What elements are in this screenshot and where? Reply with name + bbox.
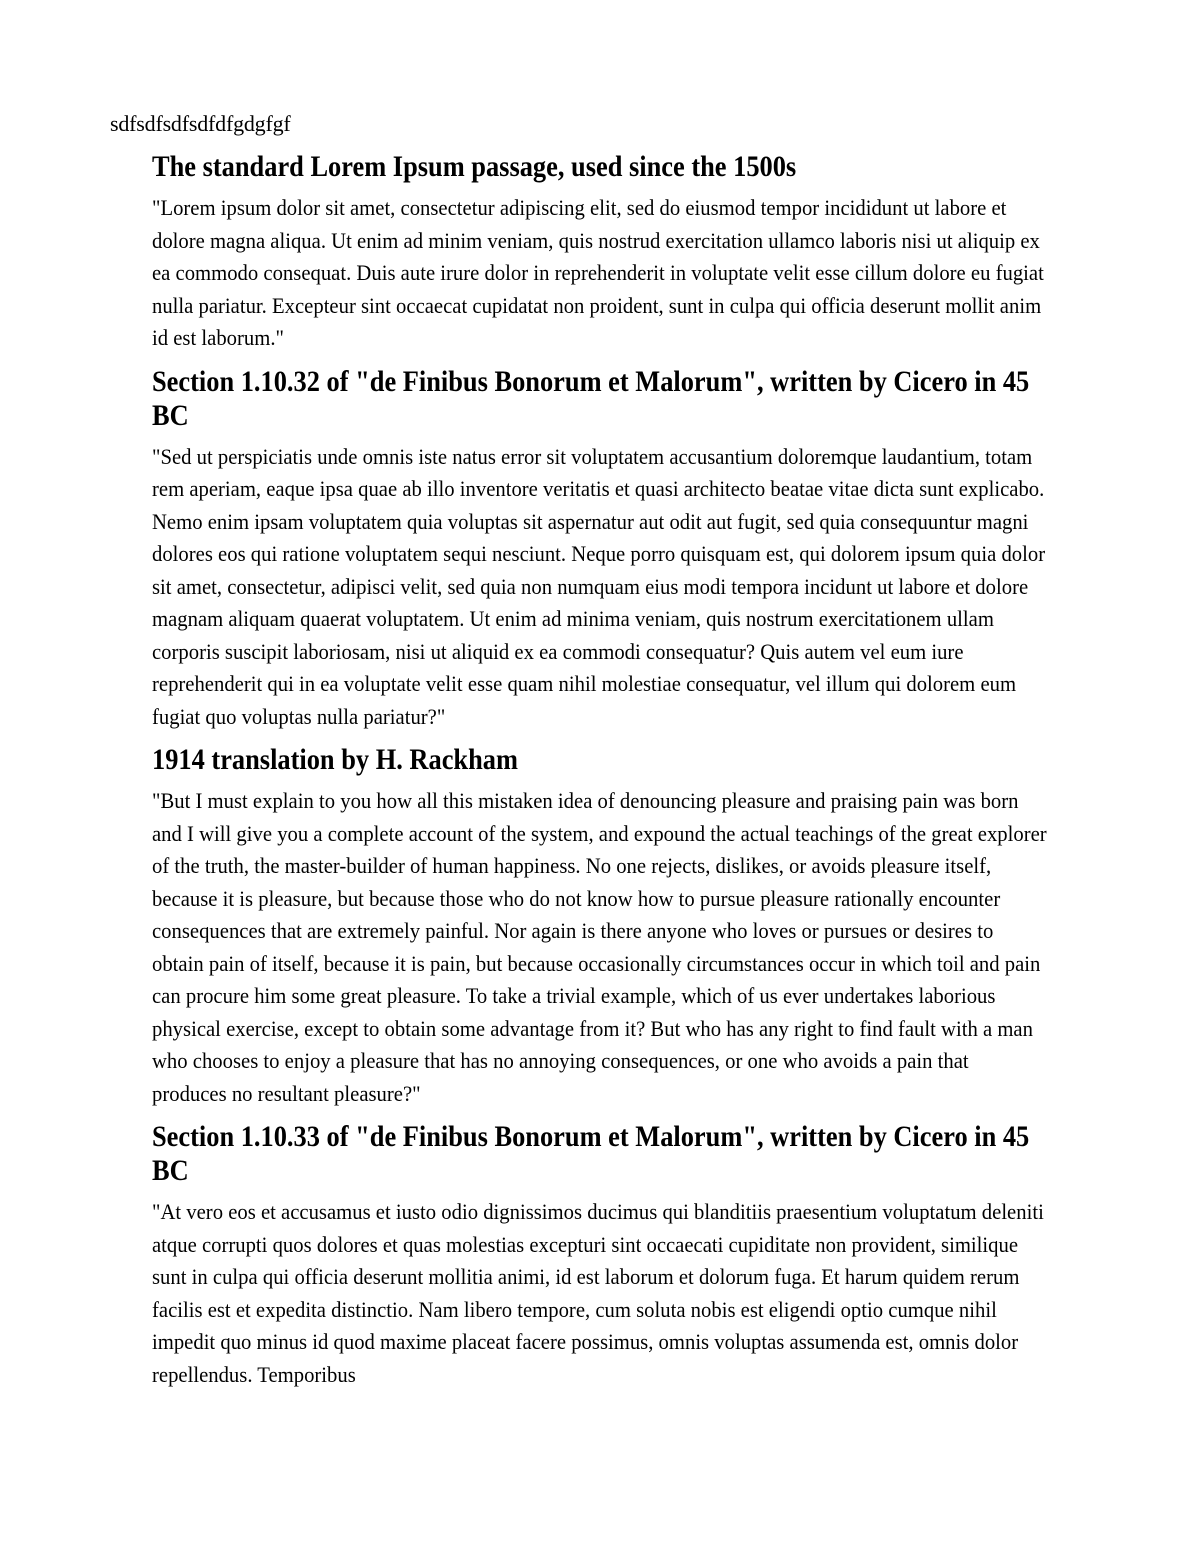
section-heading-standard-lorem: The standard Lorem Ipsum passage, used since the 1500s [152, 150, 797, 183]
section-heading-1-10-32: Section 1.10.32 of "de Finibus Bonorum et Malorum", written by Cicero in 45 BC [152, 364, 1030, 432]
section-paragraph-1-10-32: "Sed ut perspiciatis unde omnis iste natus error sit voluptatem accusantium doloremque laudantium, totam rem aperiam, eaque ipsa quae ab illo inventore veritatis et quasi architecto beatae vitae dicta sunt explicabo. Nemo enim ipsam voluptatem quia voluptas sit aspernatur aut odit aut fugit, sed quia consequuntur magni dolores eos qui ratione voluptatem sequi nesciunt. Neque porro quisquam est, qui dolorem ipsum quia dolor sit amet, consectetur, adipisci velit, sed quia non numquam eius modi tempora incidunt ut labore et dolore magnam aliquam quaerat voluptatem. Ut enim ad minima veniam, quis nostrum exercitationem ullam corporis suscipit laboriosam, nisi ut aliquid ex ea commodi consequatur? Quis autem vel eum iure reprehenderit qui in ea voluptate velit esse quam nihil molestiae consequatur, vel illum qui dolorem eum fugiat quo voluptas nulla pariatur?" [152, 443, 1046, 729]
section-heading-1914-translation: 1914 translation by H. Rackham [152, 743, 518, 776]
section-paragraph-1914-translation: "But I must explain to you how all this mistaken idea of denouncing pleasure and praising pain was born and I will give you a complete account of the system, and expound the actual teachings of the great explorer of the truth, the master-builder of human happiness. No one rejects, dislikes, or avoids pleasure itself, because it is pleasure, but because those who do not know how to pursue pleasure rationally encounter consequences that are extremely painful. Nor again is there anyone who loves or pursues or desires to obtain pain of itself, because it is pain, but because occasionally circumstances occur in which toil and pain can procure him some great pleasure. To take a trivial example, which of us ever undertakes laborious physical exercise, except to obtain some advantage from it? But who has any right to find fault with a man who chooses to enjoy a pleasure that has no annoying consequences, or one who avoids a pain that produces no resultant pleasure?" [152, 788, 1047, 1106]
section-heading-1-10-33: Section 1.10.33 of "de Finibus Bonorum et Malorum", written by Cicero in 45 BC [152, 1120, 1030, 1187]
stray-text: sdfsdfsdfsdfdfgdgfgf [110, 111, 291, 136]
section-paragraph-1-10-33: "At vero eos et accusamus et iusto odio dignissimos ducimus qui blanditiis praesentium voluptatum deleniti atque corrupti quos dolores et quas molestias excepturi sint occaecati cupiditate non provident, similique sunt in culpa qui officia deserunt mollitia animi, id est laborum et dolorum fuga. Et harum quidem rerum facilis est et expedita distinctio. Nam libero tempore, cum soluta nobis est eligendi optio cumque nihil impedit quo minus id quod maxime placeat facere possimus, omnis voluptas assumenda est, omnis dolor repellendus. Temporibus [152, 1199, 1044, 1387]
section-paragraph-standard-lorem: "Lorem ipsum dolor sit amet, consectetur adipiscing elit, sed do eiusmod tempor incididunt ut labore et dolore magna aliqua. Ut enim ad minim veniam, quis nostrud exercitation ullamco laboris nisi ut aliquip ex ea commodo consequat. Duis aute irure dolor in reprehenderit in voluptate velit esse cillum dolore eu fugiat nulla pariatur. Excepteur sint occaecat cupidatat non proident, sunt in culpa qui officia deserunt mollit anim id est laborum." [152, 195, 1044, 350]
document-content [152, 150, 1200, 1391]
